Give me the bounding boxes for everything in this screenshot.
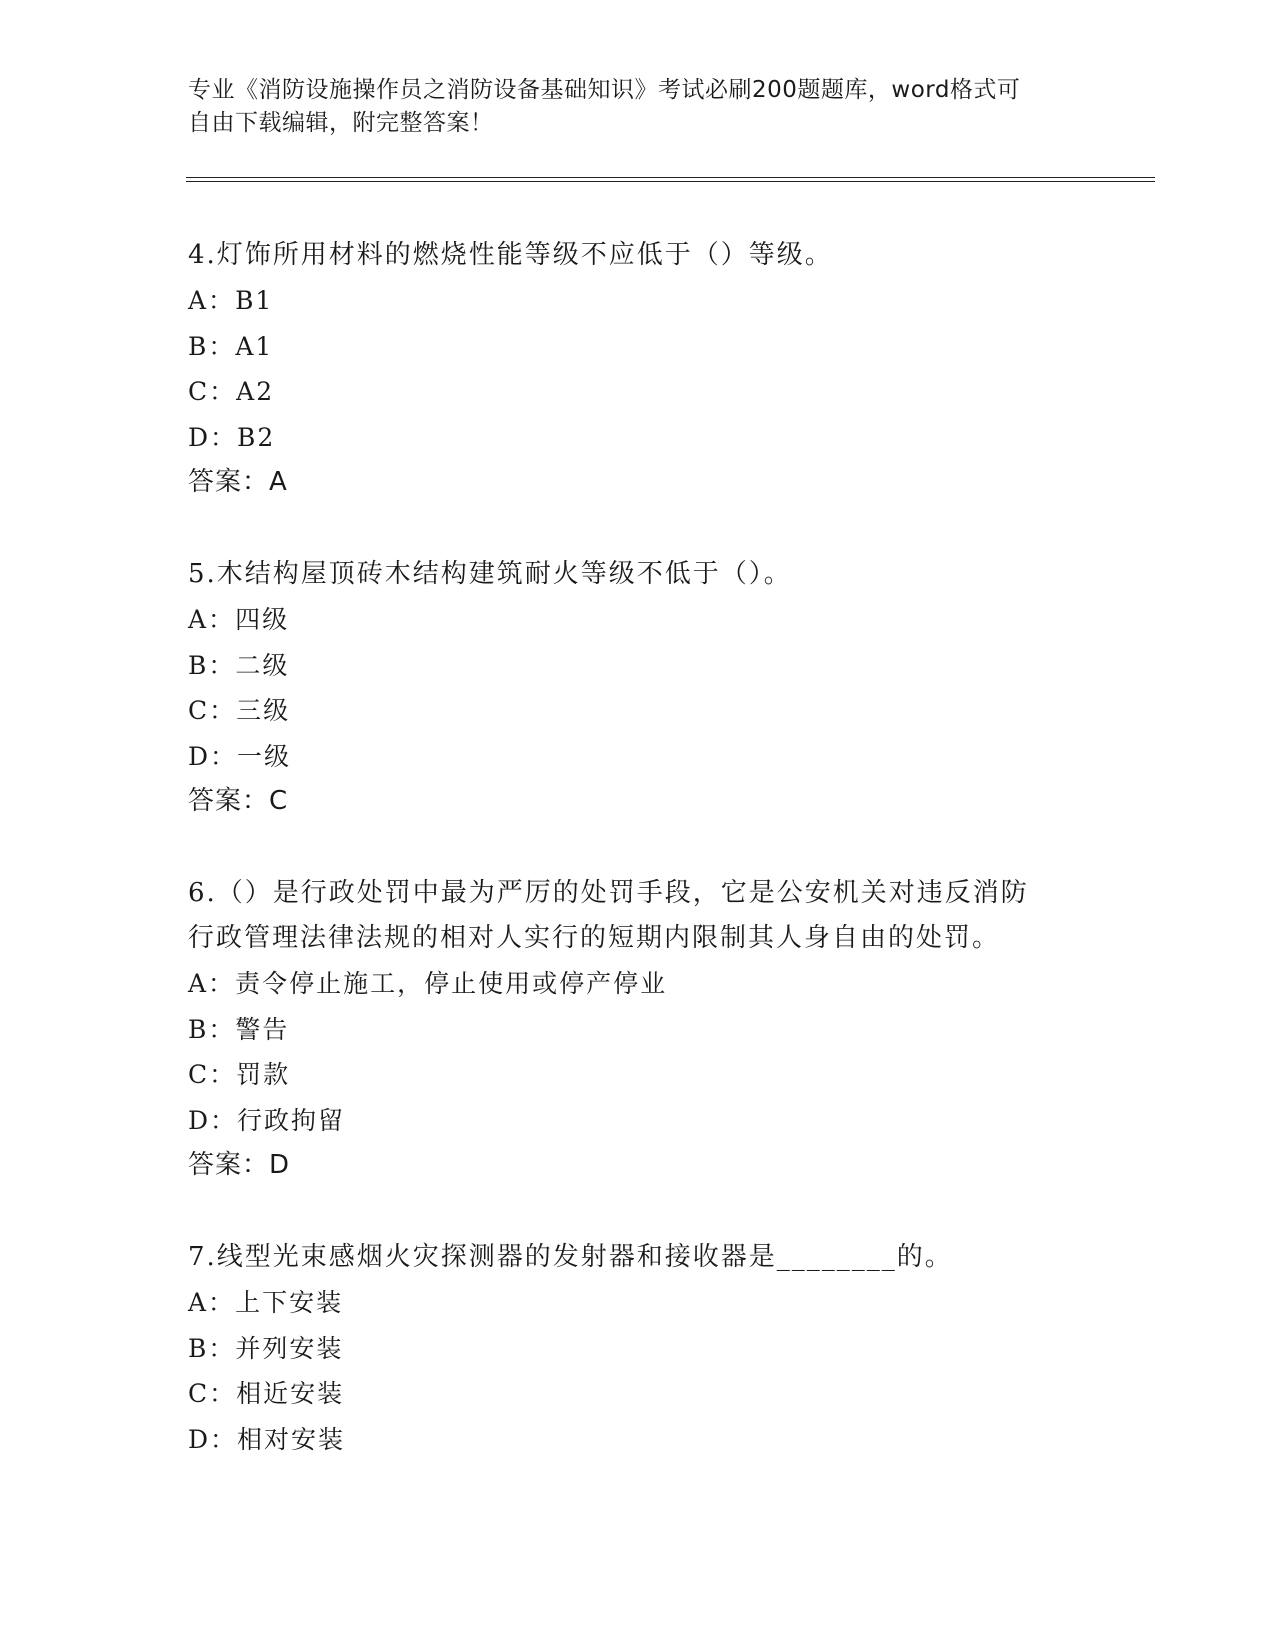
option-letter: C：: [188, 377, 237, 406]
option-a: [188, 597, 792, 643]
option-text: B2: [237, 422, 276, 452]
option-text: 四级: [235, 605, 290, 634]
option-d: [188, 1417, 953, 1463]
question-5: [188, 552, 792, 823]
option-text: 相近安装: [236, 1379, 345, 1408]
option-b: [188, 1007, 1029, 1053]
option-text: 责令停止施工，停止使用或停产停业: [235, 969, 668, 998]
question-7: [188, 1235, 953, 1462]
option-letter: C：: [188, 1379, 237, 1408]
header-title-line-2: 自由下载编辑，附完整答案！: [188, 110, 494, 136]
option-d: [188, 415, 833, 461]
option-text: 警告: [235, 1014, 290, 1044]
option-c: [188, 369, 833, 415]
option-c: [188, 1052, 1029, 1098]
question-4: [188, 233, 833, 504]
option-text: B1: [235, 286, 274, 315]
option-letter: D：: [188, 741, 238, 771]
header-divider-top: [186, 177, 1155, 178]
option-letter: C：: [188, 696, 237, 725]
option-text: 三级: [236, 696, 291, 725]
header-title-line-1: 专业《消防设施操作员之消防设备基础知识》考试必刷200题题库，word格式可: [188, 77, 1021, 103]
option-b: [188, 643, 792, 689]
option-c: [188, 1371, 953, 1417]
option-letter: C：: [188, 1060, 237, 1089]
option-letter: B：: [188, 650, 236, 680]
option-text: 相对安装: [237, 1424, 346, 1454]
option-text: A1: [235, 331, 274, 361]
option-text: A2: [236, 377, 275, 406]
question-stem-line-2: 行政管理法律法规的相对人实行的短期内限制其人身自由的处罚。: [188, 923, 1001, 953]
option-b: [188, 1326, 953, 1372]
option-b: [188, 324, 833, 370]
option-a: [188, 1280, 953, 1326]
option-text: 一级: [237, 741, 292, 771]
question-stem: 7.线型光束感烟火灾探测器的发射器和接收器是________的。: [188, 1242, 953, 1272]
option-letter: A：: [188, 286, 236, 315]
option-text: 行政拘留: [237, 1105, 346, 1135]
option-d: [188, 1098, 1029, 1144]
answer-label: 答案：C: [188, 786, 289, 816]
option-d: [188, 734, 792, 780]
header-divider-bottom: [186, 181, 1155, 182]
option-a: [188, 278, 833, 324]
option-text: 二级: [235, 650, 290, 680]
answer-label: 答案：A: [188, 467, 288, 497]
option-text: 上下安装: [235, 1288, 344, 1317]
question-6: [188, 871, 1029, 1187]
option-letter: A：: [188, 605, 236, 634]
question-stem-line-1: 6.（）是行政处罚中最为严厉的处罚手段，它是公安机关对违反消防: [188, 878, 1029, 908]
document-header: [188, 74, 1088, 140]
question-stem: 5.木结构屋顶砖木结构建筑耐火等级不低于（）。: [188, 559, 792, 589]
option-letter: B：: [188, 1333, 236, 1363]
option-letter: B：: [188, 331, 236, 361]
option-letter: B：: [188, 1014, 236, 1044]
option-a: [188, 961, 1029, 1007]
question-stem: 4.灯饰所用材料的燃烧性能等级不应低于（）等级。: [188, 240, 833, 270]
answer-label: 答案：D: [188, 1150, 291, 1180]
option-letter: D：: [188, 1424, 238, 1454]
option-c: [188, 688, 792, 734]
option-letter: A：: [188, 1288, 236, 1317]
option-text: 并列安装: [235, 1333, 344, 1363]
option-text: 罚款: [236, 1060, 291, 1089]
option-letter: D：: [188, 1105, 238, 1135]
option-letter: D：: [188, 422, 238, 452]
option-letter: A：: [188, 969, 236, 998]
